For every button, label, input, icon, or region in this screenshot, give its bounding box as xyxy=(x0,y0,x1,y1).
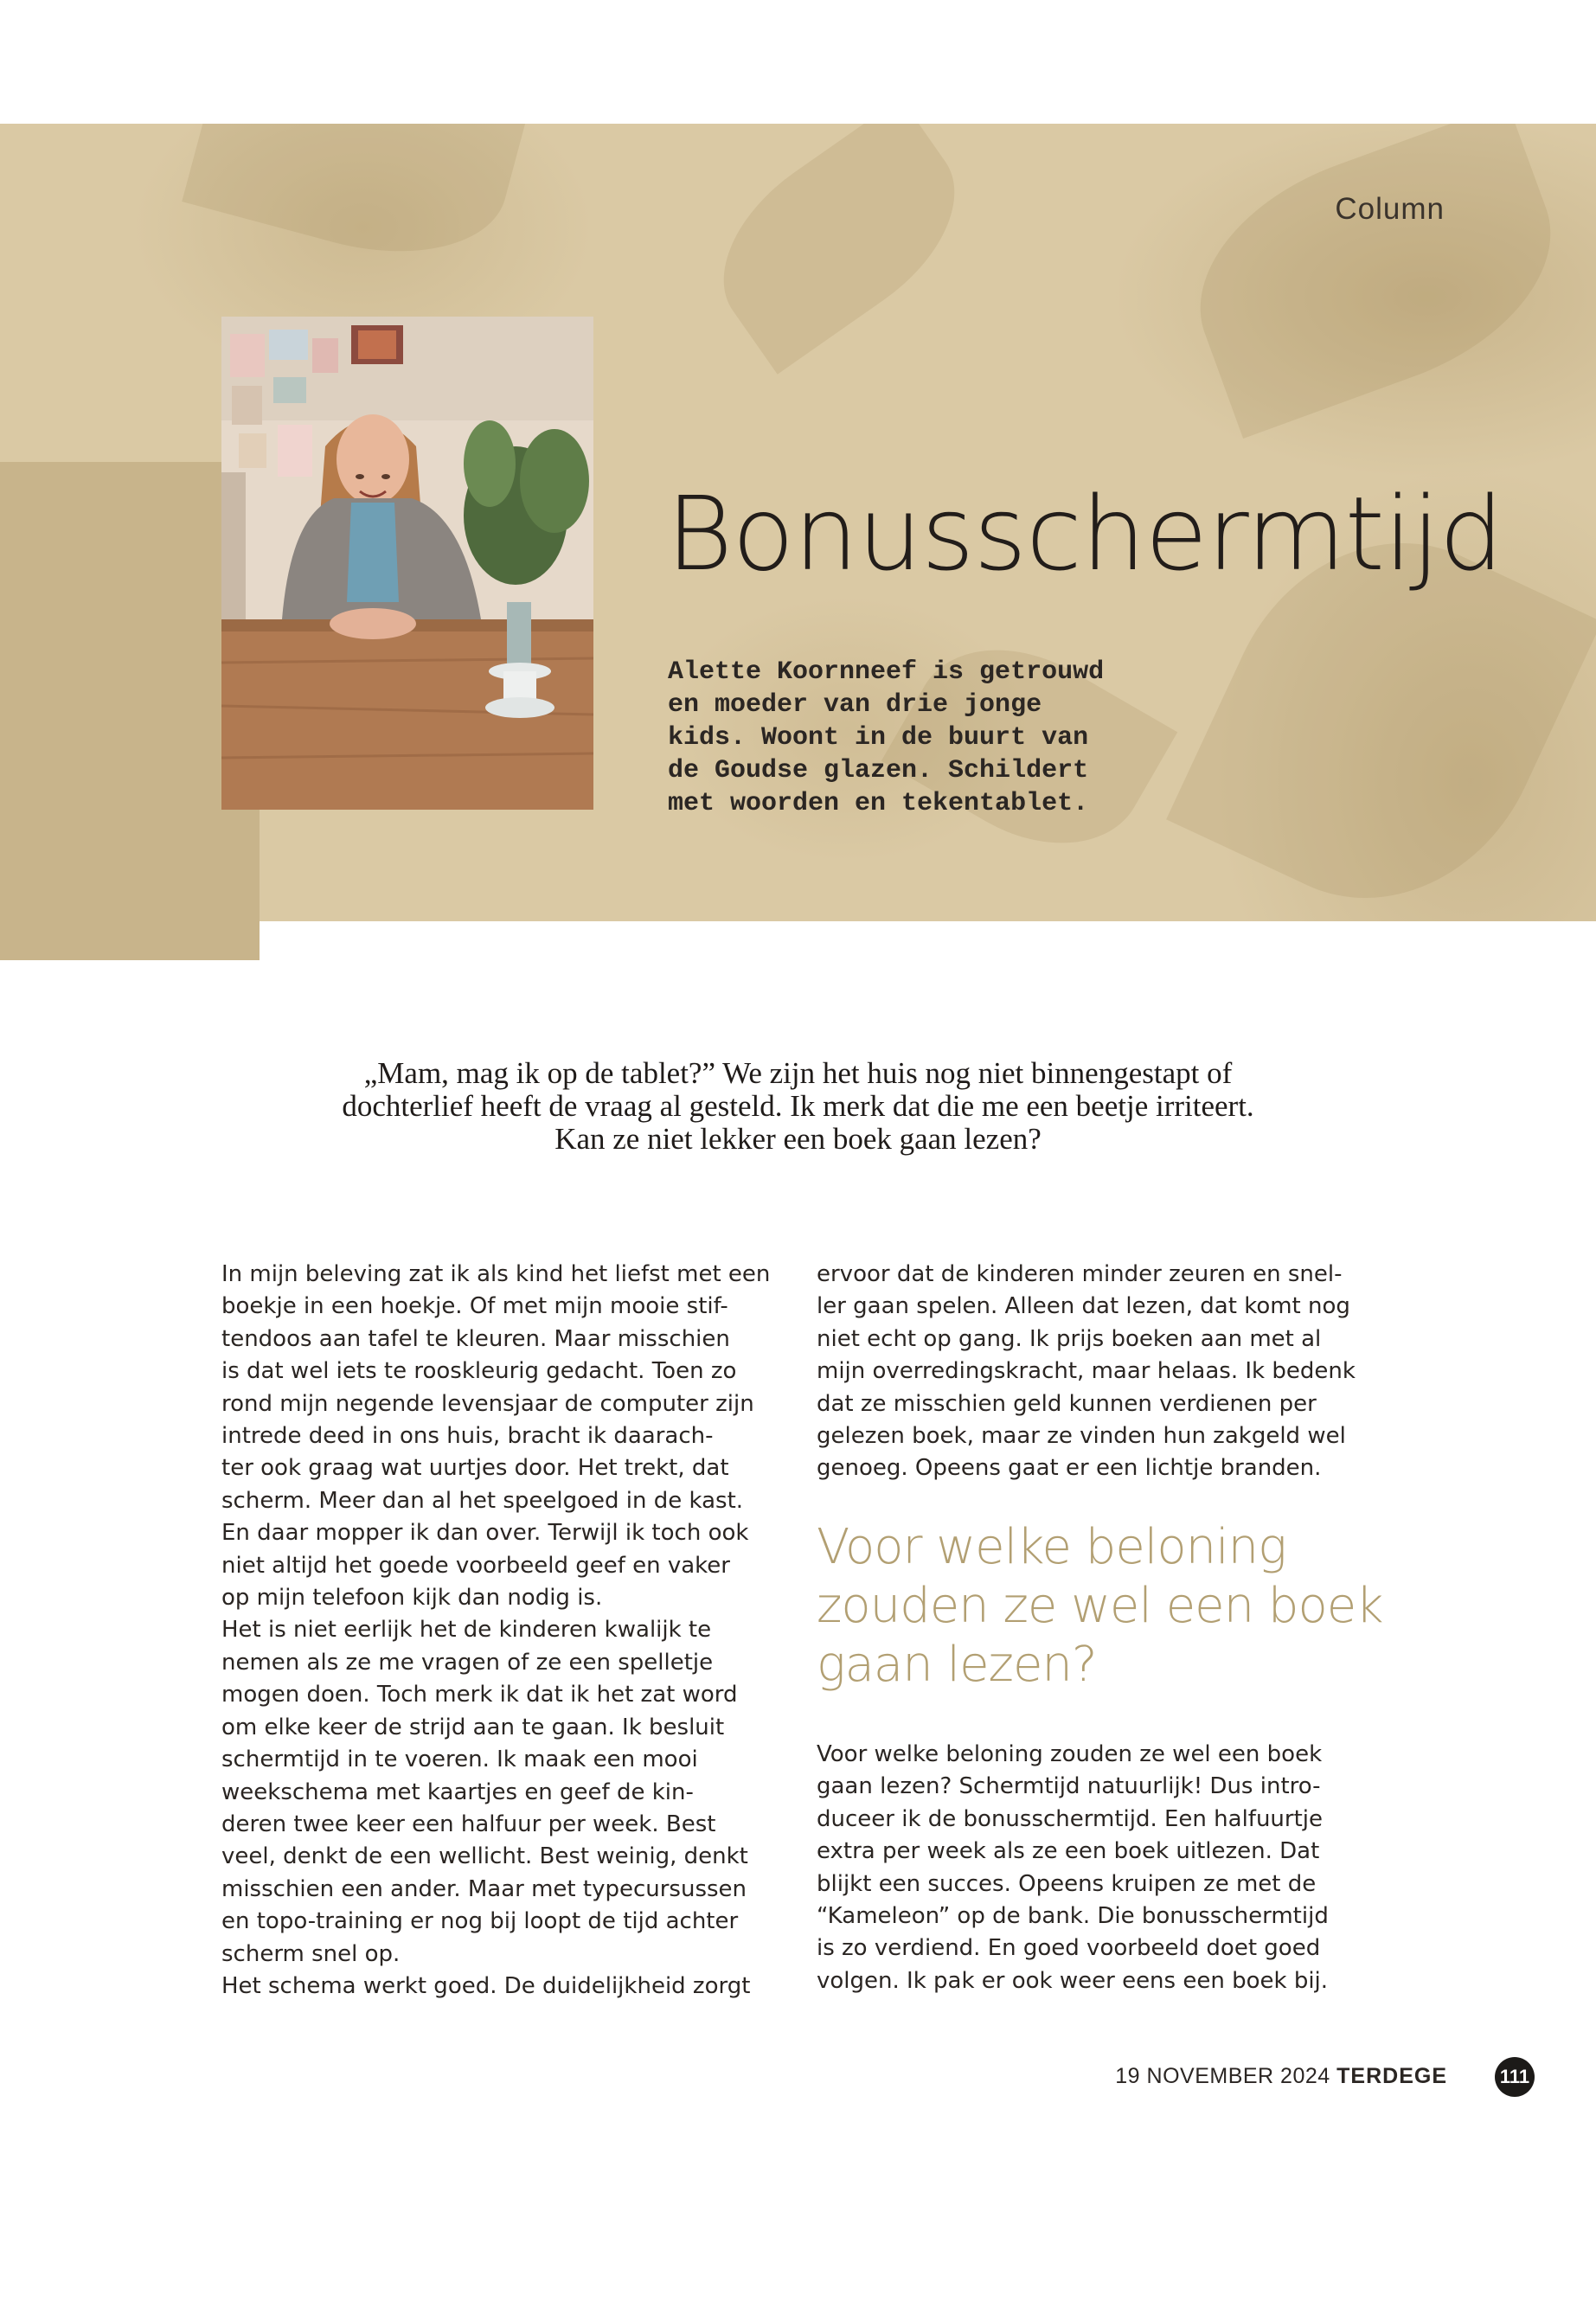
body-line: op mijn telefoon kijk dan nodig is. xyxy=(221,1585,603,1612)
body-line: volgen. Ik pak er ook weer eens een boek bij. xyxy=(817,1967,1329,1994)
body-line: misschien een ander. Maar met typecursussen xyxy=(221,1875,747,1902)
body-line: schermtijd in te voeren. Ik maak een mooi xyxy=(221,1747,698,1773)
body-line: scherm snel op. xyxy=(221,1940,401,1967)
page-footer xyxy=(1115,2064,1447,2089)
body-line: om elke keer de strijd aan te gaan. Ik besluit xyxy=(221,1714,725,1740)
pull-quote-line: zouden ze wel een boek xyxy=(817,1578,1383,1634)
body-line: ervoor dat de kinderen minder zeuren en snel- xyxy=(817,1261,1343,1287)
body-line: dat ze misschien geld kunnen verdienen per xyxy=(817,1390,1317,1417)
magazine-name: TERDEGE xyxy=(1336,2064,1447,2088)
article-title: Bonusschermtijd xyxy=(666,474,1503,593)
decorative-leaf xyxy=(1166,124,1585,439)
body-line: blijkt een succes. Opeens kruipen ze met de xyxy=(817,1870,1317,1897)
bio-line: kids. Woont in de buurt van xyxy=(668,723,1089,753)
body-line: gelezen boek, maar ze vinden hun zakgeld wel xyxy=(817,1423,1346,1450)
body-line: veel, denkt de een wellicht. Best weinig, denkt xyxy=(221,1843,748,1870)
body-line: en topo-training er nog bij loopt de tijd achter xyxy=(221,1908,739,1935)
decorative-color-block xyxy=(0,462,260,960)
body-column-left xyxy=(221,1259,770,2003)
bio-line: en moeder van drie jonge xyxy=(668,690,1042,720)
decorative-leaf xyxy=(689,124,990,375)
body-line: boekje in een hoekje. Of met mijn mooie stif- xyxy=(221,1293,728,1320)
body-line: niet echt op gang. Ik prijs boeken aan met al xyxy=(817,1325,1322,1352)
body-line: rond mijn negende levensjaar de computer zijn xyxy=(221,1390,754,1417)
body-line: scherm. Meer dan al het speelgoed in de kast. xyxy=(221,1487,744,1514)
body-line: nemen als ze me vragen of ze een spelletje xyxy=(221,1649,714,1676)
body-line: is dat wel iets te rooskleurig gedacht. Toen zo xyxy=(221,1358,737,1385)
body-line: tendoos aan tafel te kleuren. Maar misschien xyxy=(221,1325,730,1352)
pull-quote-line: Voor welke beloning xyxy=(817,1519,1286,1575)
decorative-leaf xyxy=(182,124,527,282)
body-line: Het schema werkt goed. De duidelijkheid zorgt xyxy=(221,1972,751,1999)
body-line: duceer ik de bonusschermtijd. Een halfuurtje xyxy=(817,1805,1324,1832)
body-line: gaan lezen? Schermtijd natuurlijk! Dus intro- xyxy=(817,1773,1321,1800)
body-line: mijn overredingskracht, maar helaas. Ik bedenk xyxy=(817,1358,1356,1385)
author-portrait xyxy=(221,317,593,810)
author-bio xyxy=(668,656,1221,820)
intro-line: „Mam, mag ik op de tablet?” We zijn het huis nog niet binnengestapt of xyxy=(363,1056,1233,1090)
body-line: niet altijd het goede voorbeeld geef en vaker xyxy=(221,1552,730,1579)
body-line: Voor welke beloning zouden ze wel een boek xyxy=(817,1741,1323,1767)
body-column-right-top xyxy=(817,1259,1356,1485)
body-line: extra per week als ze een boek uitlezen. Dat xyxy=(817,1838,1320,1865)
body-line: intrede deed in ons huis, bracht ik daarach- xyxy=(221,1423,714,1450)
body-line: En daar mopper ik dan over. Terwijl ik toch ook xyxy=(221,1520,749,1547)
bio-line: Alette Koornneef is getrouwd xyxy=(668,657,1105,687)
bio-line: de Goudse glazen. Schildert xyxy=(668,756,1089,785)
body-line: ler gaan spelen. Alleen dat lezen, dat komt nog xyxy=(817,1293,1350,1320)
author-photo-illustration xyxy=(221,317,593,810)
body-line: Het is niet eerlijk het de kinderen kwalijk te xyxy=(221,1617,712,1644)
body-column-right-bottom xyxy=(817,1739,1329,1997)
body-line: is zo verdiend. En goed voorbeeld doet goed xyxy=(817,1935,1321,1962)
body-line: In mijn beleving zat ik als kind het liefst met een xyxy=(221,1261,771,1287)
bio-line: met woorden en tekentablet. xyxy=(668,789,1089,818)
body-line: deren twee keer een halfuur per week. Best xyxy=(221,1811,716,1837)
body-line: genoeg. Opeens gaat er een lichtje branden. xyxy=(817,1455,1322,1482)
issue-date: 19 NOVEMBER 2024 xyxy=(1115,2064,1330,2088)
page-number-badge: 111 xyxy=(1495,2057,1535,2097)
intro-line: dochterlief heeft de vraag al gesteld. Ik merk dat die me een beetje irriteert. xyxy=(342,1089,1254,1123)
body-line: ter ook graag wat uurtjes door. Het trekt, dat xyxy=(221,1455,729,1482)
section-label: Column xyxy=(1335,192,1445,226)
pull-quote-line: gaan lezen? xyxy=(817,1637,1097,1693)
intro-line: Kan ze niet lekker een boek gaan lezen? xyxy=(554,1122,1042,1156)
body-line: mogen doen. Toch merk ik dat ik het zat word xyxy=(221,1682,738,1708)
body-line: weekschema met kaartjes en geef de kin- xyxy=(221,1779,694,1805)
body-line: “Kameleon” op de bank. Die bonusschermtijd xyxy=(817,1903,1329,1930)
pull-quote xyxy=(817,1518,1383,1695)
intro-paragraph xyxy=(216,1057,1380,1156)
